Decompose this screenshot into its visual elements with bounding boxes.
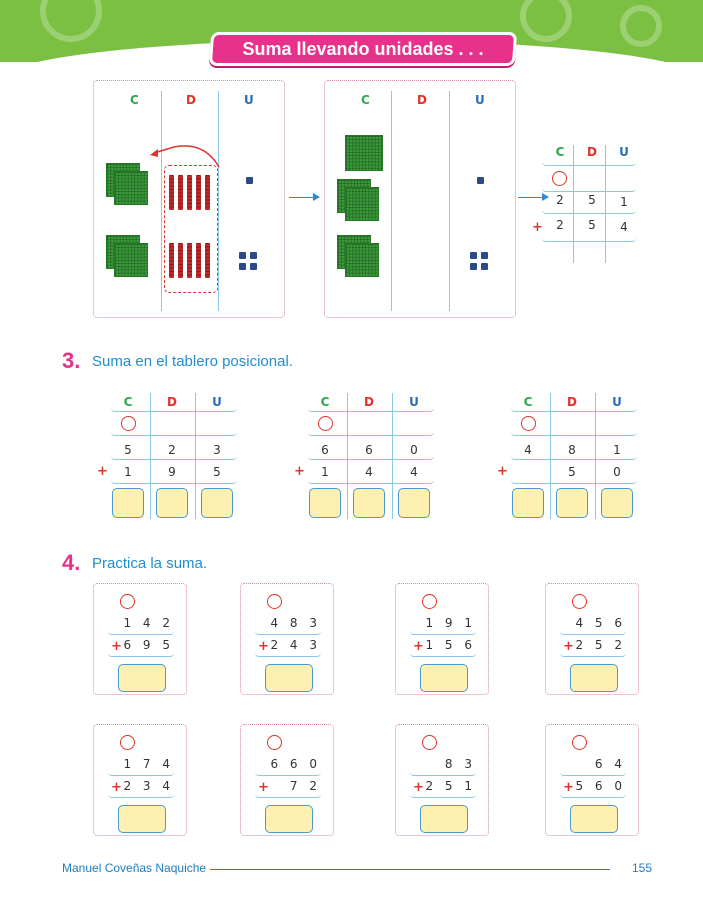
row-divider	[542, 237, 636, 242]
plus-sign: +	[563, 780, 574, 795]
answer-box[interactable]	[265, 664, 313, 692]
plus-sign: +	[111, 639, 122, 654]
addend-bottom: 2 3 4	[123, 779, 174, 793]
decor-circle	[40, 0, 102, 42]
addend-top: 1 4 2	[123, 616, 174, 630]
hundred-block	[345, 243, 379, 277]
plus-sign: +	[97, 464, 108, 479]
place-value-table-3	[497, 393, 637, 523]
practice-card	[93, 724, 187, 836]
row-divider	[255, 771, 321, 776]
col-d-label: D	[186, 93, 196, 107]
digit: 5	[588, 218, 596, 232]
ten-rod	[178, 243, 183, 278]
digit: 5	[568, 465, 576, 479]
unit-cube	[250, 252, 257, 259]
row-divider	[255, 793, 321, 798]
row-divider	[410, 771, 476, 776]
addend-top: 1 9 1	[425, 616, 476, 630]
col-d-label: D	[364, 395, 374, 409]
row-divider	[111, 455, 237, 460]
footer-divider	[210, 869, 610, 870]
plus-sign: +	[532, 220, 543, 235]
plus-sign: +	[497, 464, 508, 479]
row-divider	[108, 652, 174, 657]
ten-rod	[205, 243, 210, 278]
answer-box[interactable]	[570, 664, 618, 692]
carry-circle[interactable]	[267, 594, 282, 609]
addend-top: 4 5 6	[575, 616, 626, 630]
row-divider	[410, 652, 476, 657]
place-value-table-1	[97, 393, 237, 523]
addend-bottom: 5 6 0	[575, 779, 626, 793]
col-u-label: U	[475, 93, 485, 107]
hundred-block	[114, 243, 148, 277]
plus-sign: +	[413, 639, 424, 654]
row-divider	[511, 431, 637, 436]
practice-card	[395, 724, 489, 836]
col-u-label: U	[619, 145, 629, 159]
row-divider	[308, 431, 434, 436]
answer-box[interactable]	[398, 488, 430, 518]
answer-box[interactable]	[156, 488, 188, 518]
answer-box[interactable]	[118, 805, 166, 833]
addend-top: 6 6 0	[270, 757, 321, 771]
carry-circle[interactable]	[120, 594, 135, 609]
digit: 5	[588, 193, 596, 207]
digit: 2	[168, 443, 176, 457]
digit: 0	[410, 443, 418, 457]
digit: 6	[321, 443, 329, 457]
addend-top: 6 4	[594, 757, 626, 771]
plus-sign: +	[413, 780, 424, 795]
col-c-label: C	[361, 93, 370, 107]
answer-box[interactable]	[570, 805, 618, 833]
digit: 1	[321, 465, 329, 479]
col-d-label: D	[167, 395, 177, 409]
ten-rod	[187, 175, 192, 210]
example-table	[532, 145, 642, 265]
carry-circle[interactable]	[521, 416, 536, 431]
hundred-block	[345, 135, 383, 171]
unit-cube	[246, 177, 253, 184]
unit-cube	[477, 177, 484, 184]
hundred-block	[345, 187, 379, 221]
addend-bottom: 1 5 6	[425, 638, 476, 652]
digit: 4	[524, 443, 532, 457]
row-divider	[511, 479, 637, 484]
section-title: Practica la suma.	[92, 555, 208, 572]
col-c-label: C	[523, 395, 533, 409]
row-divider	[255, 630, 321, 635]
column-divider	[449, 91, 450, 311]
digit: 3	[213, 443, 221, 457]
carry-circle[interactable]	[422, 594, 437, 609]
col-c-label: C	[123, 395, 133, 409]
row-divider	[108, 771, 174, 776]
row-divider	[111, 431, 237, 436]
addend-bottom: 2 5 2	[575, 638, 626, 652]
practice-card	[545, 583, 639, 695]
row-divider	[560, 771, 626, 776]
addend-top: 4 8 3	[270, 616, 321, 630]
row-divider	[410, 793, 476, 798]
answer-box[interactable]	[309, 488, 341, 518]
answer-box[interactable]	[420, 664, 468, 692]
row-divider	[560, 793, 626, 798]
carry-circle[interactable]	[120, 735, 135, 750]
example-panel-after	[324, 80, 516, 318]
plus-sign: +	[294, 464, 305, 479]
practice-card	[93, 583, 187, 695]
place-value-table-2	[294, 393, 434, 523]
digit: 1	[124, 465, 132, 479]
page-title: Suma llevando unidades . . .	[242, 38, 484, 59]
col-d-label: D	[417, 93, 427, 107]
digit: 4	[410, 465, 418, 479]
digit: 4	[620, 220, 628, 234]
addend-bottom: 6 9 5	[123, 638, 174, 652]
digit: 1	[613, 443, 621, 457]
carry-circle[interactable]	[318, 416, 333, 431]
answer-box[interactable]	[118, 664, 166, 692]
hundred-block	[114, 171, 148, 205]
arrow-right-icon	[289, 197, 315, 198]
row-divider	[542, 161, 636, 166]
practice-card	[240, 583, 334, 695]
addend-bottom: 2 5 1	[425, 779, 476, 793]
col-u-label: U	[244, 93, 254, 107]
digit: 0	[613, 465, 621, 479]
unit-cube	[239, 263, 246, 270]
row-divider	[542, 209, 636, 214]
carry-circle[interactable]	[121, 416, 136, 431]
row-divider	[560, 630, 626, 635]
addend-top: 1 7 4	[123, 757, 174, 771]
practice-card	[240, 724, 334, 836]
arrow-right-icon	[313, 193, 320, 201]
answer-box[interactable]	[601, 488, 633, 518]
answer-box[interactable]	[512, 488, 544, 518]
unit-cube	[470, 263, 477, 270]
row-divider	[511, 455, 637, 460]
ten-rod	[178, 175, 183, 210]
digit: 5	[124, 443, 132, 457]
practice-card	[545, 724, 639, 836]
digit: 2	[556, 193, 564, 207]
footer-author: Manuel Coveñas Naquiche	[62, 861, 207, 875]
digit: 5	[213, 465, 221, 479]
regroup-arrow-icon	[134, 141, 224, 171]
plus-sign: +	[258, 780, 269, 795]
row-divider	[255, 652, 321, 657]
unit-cube	[470, 252, 477, 259]
row-divider	[308, 455, 434, 460]
unit-cube	[481, 263, 488, 270]
addend-bottom: 2 4 3	[270, 638, 321, 652]
decor-circle	[520, 0, 572, 42]
page-number: 155	[632, 861, 653, 875]
carry-circle[interactable]	[572, 594, 587, 609]
digit: 1	[620, 195, 628, 209]
plus-sign: +	[111, 780, 122, 795]
unit-cube	[239, 252, 246, 259]
title-banner	[209, 32, 517, 66]
digit: 4	[365, 465, 373, 479]
answer-box[interactable]	[556, 488, 588, 518]
answer-box[interactable]	[420, 805, 468, 833]
plus-sign: +	[258, 639, 269, 654]
col-u-label: U	[612, 395, 622, 409]
carry-circle[interactable]	[422, 735, 437, 750]
carry-circle[interactable]	[572, 735, 587, 750]
addend-top: 8 3	[444, 757, 476, 771]
section-number: 4.	[62, 550, 81, 575]
column-divider	[218, 91, 219, 311]
plus-sign: +	[563, 639, 574, 654]
ten-rod	[187, 243, 192, 278]
section-number: 3.	[62, 348, 81, 373]
col-u-label: U	[409, 395, 419, 409]
row-divider	[542, 187, 636, 192]
addend-bottom: 7 2	[289, 779, 321, 793]
col-c-label: C	[130, 93, 139, 107]
column-divider	[161, 91, 162, 311]
practice-card	[395, 583, 489, 695]
row-divider	[111, 407, 237, 412]
ten-rod	[169, 243, 174, 278]
answer-box[interactable]	[265, 805, 313, 833]
row-divider	[108, 793, 174, 798]
column-divider	[391, 91, 392, 311]
unit-cube	[250, 263, 257, 270]
unit-cube	[481, 252, 488, 259]
digit: 9	[168, 465, 176, 479]
col-c-label: C	[555, 145, 565, 159]
answer-box[interactable]	[353, 488, 385, 518]
answer-box[interactable]	[112, 488, 144, 518]
row-divider	[308, 407, 434, 412]
digit: 8	[568, 443, 576, 457]
col-u-label: U	[212, 395, 222, 409]
ten-rod	[205, 175, 210, 210]
ten-rod	[169, 175, 174, 210]
section-title: Suma en el tablero posicional.	[92, 353, 293, 370]
carry-circle[interactable]	[552, 171, 567, 186]
example-panel-before	[93, 80, 285, 318]
row-divider	[560, 652, 626, 657]
decor-circle	[620, 5, 662, 47]
carry-circle[interactable]	[267, 735, 282, 750]
row-divider	[308, 479, 434, 484]
row-divider	[511, 407, 637, 412]
digit: 6	[365, 443, 373, 457]
col-c-label: C	[320, 395, 330, 409]
row-divider	[410, 630, 476, 635]
row-divider	[108, 630, 174, 635]
row-divider	[111, 479, 237, 484]
digit: 2	[556, 218, 564, 232]
ten-rod	[196, 175, 201, 210]
col-d-label: D	[567, 395, 577, 409]
col-d-label: D	[587, 145, 597, 159]
answer-box[interactable]	[201, 488, 233, 518]
ten-rod	[196, 243, 201, 278]
